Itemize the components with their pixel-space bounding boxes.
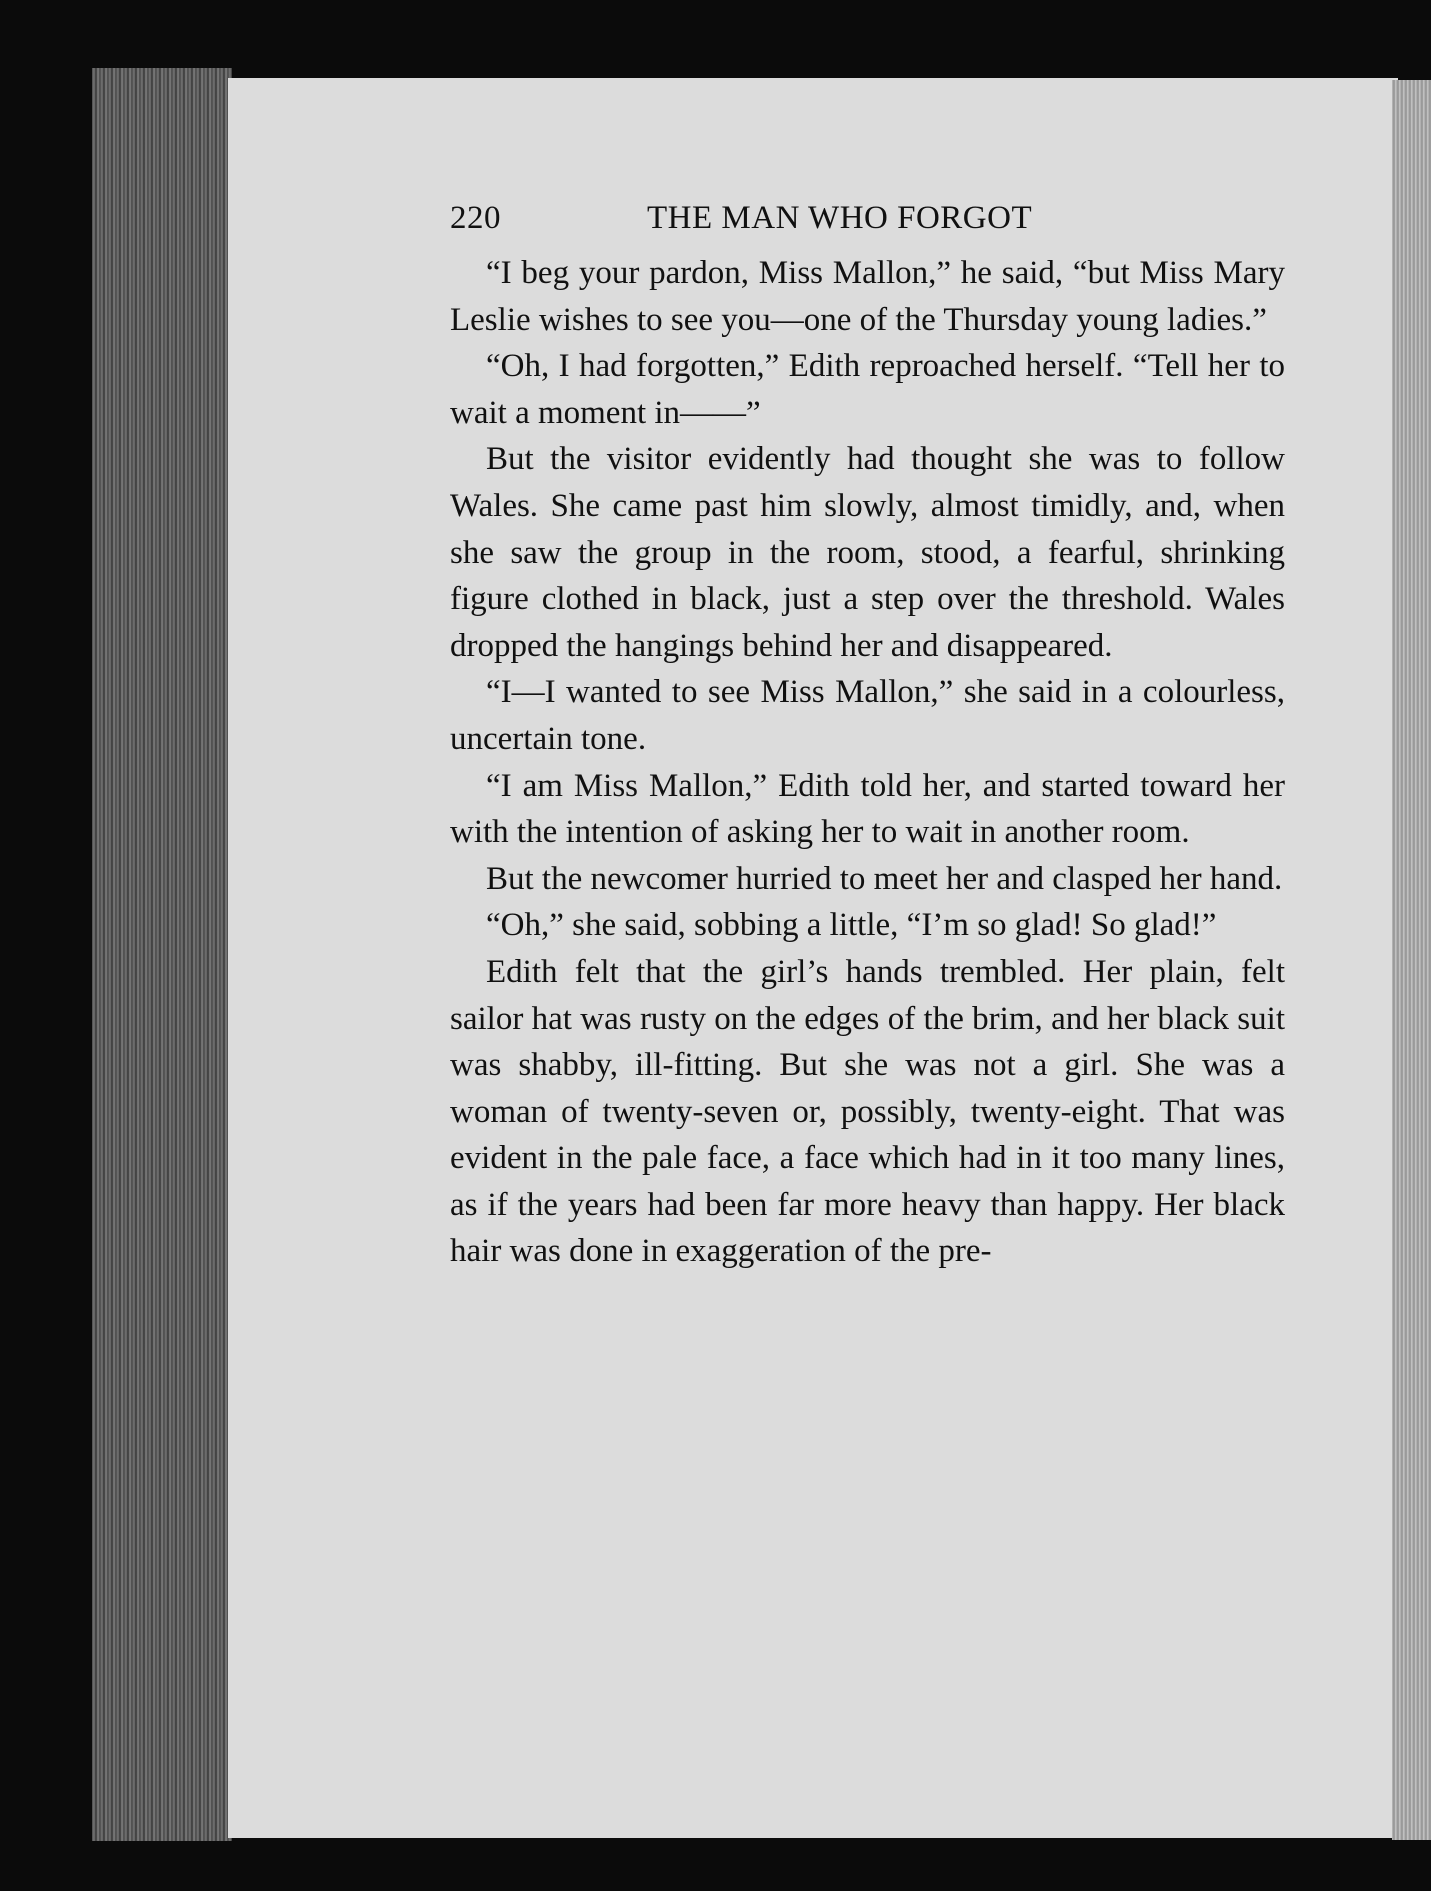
paragraph-1: “I beg your pardon, Miss Mallon,” he said, “but Miss Mary Leslie wishes to see you—one of the Thursday young ladies.” (450, 255, 1285, 338)
running-head (450, 200, 1285, 250)
book-page-edges-left (92, 68, 232, 1841)
paragraph-4: “I—I wanted to see Miss Mallon,” she said in a colourless, uncertain tone. (450, 674, 1285, 757)
paragraph-7: “Oh,” she said, sobbing a little, “I’m so glad! So glad!” (486, 907, 1217, 944)
paragraph-8: Edith felt that the girl’s hands trembled. Her plain, felt sailor hat was rusty on the edges of the brim, and her black suit was shabby, ill-fitting. But she was not a girl. She was a woman of twenty-seven or, possibly, twenty-eight. That was evident in the pale face, a face which had in it too many lines, as if the years had been far more heavy than happy. Her black hair was done in exaggeration of the pre- (450, 953, 1285, 1270)
running-title: THE MAN WHO FORGOT (647, 200, 1033, 236)
book-page-edges-right (1392, 80, 1431, 1840)
paragraph-2: “Oh, I had forgotten,” Edith reproached herself. “Tell her to wait a moment in——” (450, 348, 1285, 431)
paragraph-5: “I am Miss Mallon,” Edith told her, and started toward her with the intention of asking her to wait in another room. (450, 767, 1285, 851)
paragraph-6: But the newcomer hurried to meet her and clasped her hand. (486, 860, 1283, 897)
page-number: 220 (450, 200, 501, 236)
page-text-block (450, 200, 1285, 1275)
paragraph-3: But the visitor evidently had thought she was to follow Wales. She came past him slowly, almost timidly, and, when she saw the group in the room, stood, a fearful, shrinking figure clothed in black, just a step over the threshold. Wales dropped the hangings behind her and disappeared. (450, 441, 1285, 664)
